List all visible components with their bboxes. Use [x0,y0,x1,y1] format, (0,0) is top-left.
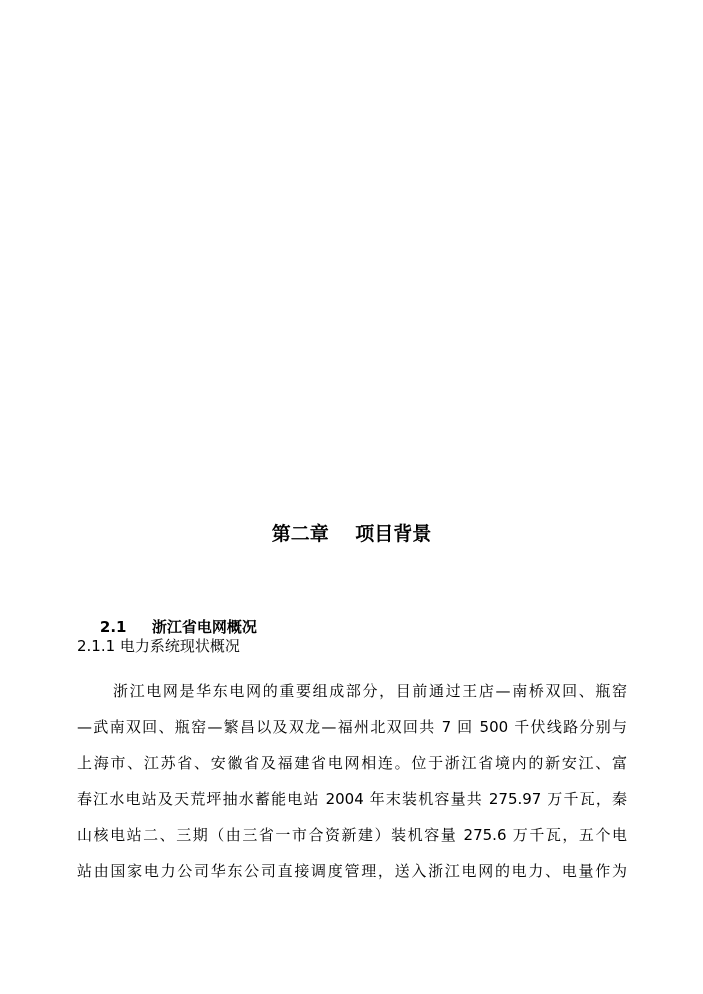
paragraph-line: 上海市、江苏省、安徽省及福建省电网相连。位于浙江省境内的新安江、富 [77,754,627,772]
body-paragraph [77,676,627,892]
section-number: 2.1 [99,618,127,636]
section-title: 浙江省电网概况 [151,618,257,636]
subsection-heading: 2.1.1 电力系统现状概况 [77,637,240,655]
paragraph-line: 站由国家电力公司华东公司直接调度管理，送入浙江电网的电力、电量作为 [77,862,627,880]
paragraph-line: 山核电站二、三期（由三省一市合资新建）装机容量 275.6 万千瓦，五个电 [77,826,627,844]
paragraph-line: 春江水电站及天荒坪抽水蓄能电站 2004 年末装机容量共 275.97 万千瓦，秦 [77,790,627,808]
paragraph-line: 浙江电网是华东电网的重要组成部分，目前通过王店—南桥双回、瓶窑 [113,682,627,700]
chapter-title: 第二章 项目背景 [271,523,432,545]
paragraph-line: —武南双回、瓶窑—繁昌以及双龙—福州北双回共 7 回 500 千伏线路分别与 [77,718,627,736]
